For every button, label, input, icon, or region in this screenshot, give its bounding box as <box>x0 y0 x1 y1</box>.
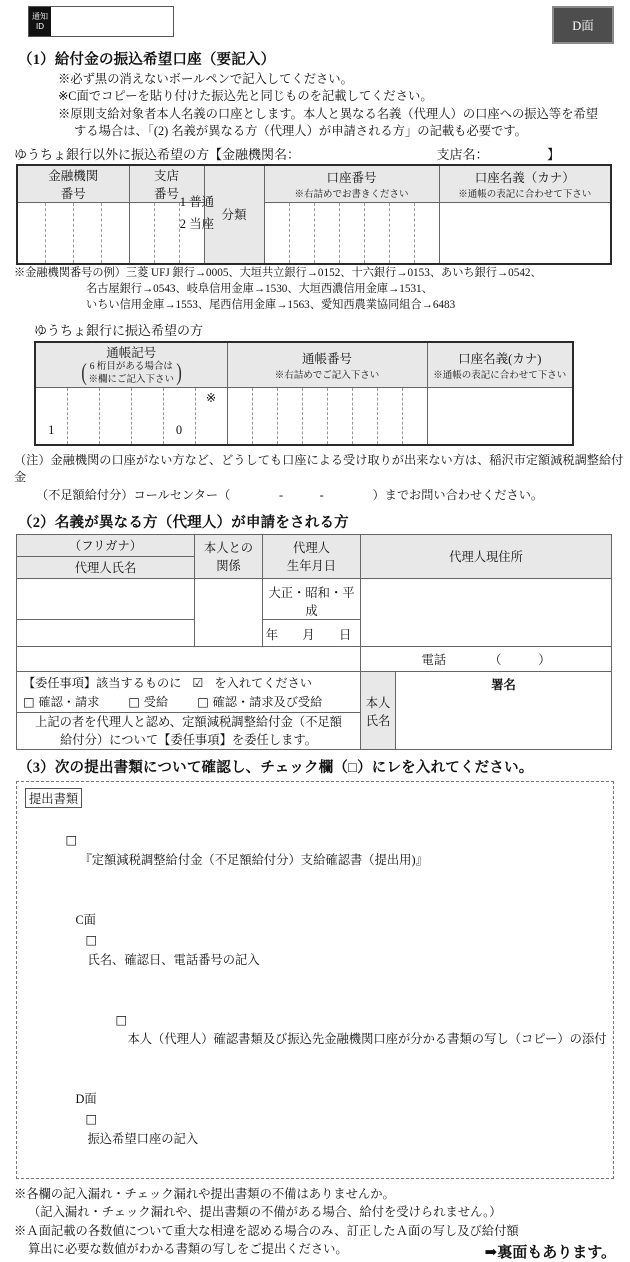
notification-id-label <box>29 7 51 36</box>
signature-label: 署名 <box>491 677 516 692</box>
account-kind-option-ordinary[interactable]: 1 普通 <box>179 195 215 209</box>
entrust-option-confirm-request[interactable]: □ 確認・請求 <box>23 694 100 709</box>
th-branch-number-l2: 番号 <box>154 186 180 201</box>
th-passbook-number-sub: ※右詰めでご記入下さい <box>274 370 380 381</box>
th-agent-birth-l1: 代理人 <box>293 541 330 556</box>
th-furigana: （フリガナ） <box>17 534 195 556</box>
passbook-symbol-cell-6-note[interactable]: ※ <box>195 387 227 445</box>
checked-checkbox-icon[interactable]: ☑ <box>192 675 204 690</box>
agent-phone-input[interactable]: 電話 （ ） <box>361 646 612 671</box>
birth-era-options[interactable]: 大正・昭和・平成 <box>263 578 361 619</box>
entrust-options-cell <box>17 671 361 712</box>
footer-note-0: ※各欄の記入漏れ・チェック漏れや提出書類の不備はありませんか。 <box>14 1186 395 1201</box>
branch-number-cell-1[interactable] <box>129 202 154 264</box>
th-account-number-main: 口座番号 <box>326 170 377 185</box>
non-yucho-lead: ゆうちょ銀行以外に振込希望の方【金融機関名： 支店名： 】 <box>14 146 561 162</box>
passbook-symbol-cell-3[interactable] <box>99 387 131 445</box>
document-label-2: 本人（代理人）確認書類及び振込先金融機関口座が分かる書類の写し（コピー）の添付 <box>127 1032 607 1047</box>
th-passbook-symbol-note <box>36 361 227 387</box>
furigana-input[interactable] <box>17 578 195 619</box>
th-passbook-symbol <box>35 342 227 388</box>
entrust-options-row <box>17 671 612 712</box>
th-account-number <box>264 165 439 203</box>
th-branch-number <box>129 165 204 203</box>
notification-id-label-line1: 通知 <box>32 12 48 22</box>
document-label-3: 振込希望口座の記入 <box>87 1131 199 1146</box>
th-yucho-account-name-main: 口座名義(カナ) <box>458 351 542 366</box>
entrust-instruction <box>23 674 356 691</box>
no-account-caution <box>14 452 630 505</box>
account-name-input[interactable] <box>439 202 611 264</box>
document-face-1: C面 <box>75 912 96 927</box>
th-principal-name-l2: 氏名 <box>365 713 391 728</box>
required-documents-tag: 提出書類 <box>25 788 82 808</box>
agent-entry-row-1 <box>17 578 612 619</box>
account-number-cell-1[interactable] <box>264 202 289 264</box>
institution-example-2: いちい信用金庫→1553、尾西信用金庫→1563、愛知西農業協同組合→6483 <box>86 299 456 312</box>
th-institution-number-l1: 金融機関 <box>48 168 99 183</box>
notification-id-field-group[interactable] <box>28 6 174 37</box>
document-item-1[interactable] <box>57 891 605 991</box>
no-account-caution-l1: （注）金融機関の口座がない方など、どうしても口座による受け取りが出来ない方は、稲沢市定額減税調整給付金 <box>14 452 624 485</box>
agent-name-input[interactable] <box>17 619 195 646</box>
required-documents-box <box>16 781 614 1178</box>
bank-table-header-row <box>17 165 611 203</box>
agent-table <box>16 534 612 751</box>
document-checkbox-1[interactable]: □ <box>85 932 98 947</box>
th-passbook-symbol-sub1: 6 桁目がある場合は <box>89 361 173 372</box>
agent-address-input[interactable] <box>361 578 612 646</box>
th-passbook-symbol-note-text <box>89 361 175 387</box>
passbook-symbol-cell-2[interactable] <box>67 387 99 445</box>
document-checkbox-3[interactable]: □ <box>85 1112 98 1127</box>
agent-phone-row <box>17 646 612 671</box>
th-account-kind: 分類 <box>204 165 264 264</box>
passbook-number-cell-6[interactable] <box>352 387 377 445</box>
section2-title: （2）名義が異なる方（代理人）が申請をされる方 <box>18 514 349 531</box>
yucho-lead: ゆうちょ銀行に振込希望の方 <box>34 322 204 338</box>
account-number-cell-7[interactable] <box>414 202 439 264</box>
account-number-cell-4[interactable] <box>339 202 364 264</box>
agent-header-row-1 <box>17 534 612 556</box>
th-account-name-sub: ※通帳の表記に合わせて下さい <box>458 189 592 200</box>
account-number-cell-2[interactable] <box>289 202 314 264</box>
passbook-symbol-cell-4[interactable] <box>131 387 163 445</box>
branch-number-cell-3[interactable] <box>179 202 204 264</box>
brace-right-icon: ) <box>176 359 182 386</box>
th-passbook-number-main: 通帳番号 <box>302 351 353 366</box>
footer-note-1: （記入漏れ・チェック漏れや、提出書類の不備がある場合、給付を受けられません。） <box>28 1205 502 1220</box>
entrust-option-receive[interactable]: □ 受給 <box>128 694 169 709</box>
passbook-number-cell-7[interactable] <box>377 387 402 445</box>
th-yucho-account-name-sub: ※通帳の表記に合わせて下さい <box>433 370 567 381</box>
notification-id-input[interactable] <box>51 7 173 36</box>
branch-number-cell-2[interactable] <box>154 202 179 264</box>
institution-example-1: 名古屋銀行→0543、岐阜信用金庫→1530、大垣西濃信用金庫→1531、 <box>86 283 433 296</box>
th-account-number-sub: ※右詰めでお書きください <box>294 189 409 200</box>
document-label-1: 氏名、確認日、電話番号の記入 <box>87 952 260 967</box>
phone-spacer <box>17 646 361 671</box>
section1-title: （1）給付金の振込希望口座（要記入） <box>18 52 276 68</box>
th-passbook-number <box>227 342 427 388</box>
institution-number-cell-4[interactable] <box>101 202 129 264</box>
document-checkbox-0[interactable]: □ <box>65 833 78 848</box>
see-backside-notice: ➡裏面もあります。 <box>484 1244 616 1261</box>
th-account-name-main: 口座名義（カナ） <box>474 170 575 185</box>
th-relation-l2: 関係 <box>216 559 241 574</box>
section1-note-3: する場合は、「(2) 名義が異なる方（代理人）が申請される方」の記載も必要です。 <box>74 124 527 139</box>
principal-signature-cell[interactable] <box>396 671 612 750</box>
passbook-number-cell-8[interactable] <box>402 387 427 445</box>
th-principal-name <box>361 671 396 750</box>
section3-title: （3）次の提出書類について確認し、チェック欄（□）にレを入れてください。 <box>18 760 534 777</box>
entrust-option-list <box>23 693 356 710</box>
document-label-0: 『定額減税調整給付金（不足額給付分）支給確認書（提出用)』 <box>79 853 428 868</box>
th-relation <box>195 534 263 578</box>
yucho-account-table <box>34 341 574 446</box>
passbook-number-cell-4[interactable] <box>302 387 327 445</box>
document-item-3[interactable] <box>57 1070 605 1170</box>
face-badge: D面 <box>552 6 614 44</box>
account-number-cell-3[interactable] <box>314 202 339 264</box>
th-institution-number <box>17 165 129 203</box>
institution-example-0: ※金融機関番号の例）三菱 UFJ 銀行→0005、大垣共立銀行→0152、十六銀行→0153、あいち銀行→0542、 <box>14 266 542 279</box>
entrust-instruction-head: 【委任事項】該当するものに <box>23 675 182 690</box>
passbook-symbol-cell-5[interactable]: 0 <box>163 387 195 445</box>
page-header <box>0 0 630 46</box>
th-principal-name-l1: 本人 <box>365 695 391 710</box>
th-institution-number-l2: 番号 <box>60 186 86 201</box>
bank-table-entry-row <box>17 202 611 264</box>
entrust-statement <box>17 712 361 750</box>
th-agent-address: 代理人現住所 <box>361 534 612 578</box>
entrust-statement-l1: 上記の者を代理人と認め、定額減税調整給付金（不足額 <box>35 714 342 729</box>
document-checkbox-2[interactable]: □ <box>115 1012 128 1027</box>
th-yucho-account-name <box>427 342 573 388</box>
th-relation-l1: 本人との <box>203 541 254 556</box>
document-item-0[interactable] <box>47 811 605 891</box>
section1-note-1: ※C面でコピーを貼り付けた振込先と同じものを記載してください。 <box>58 89 433 104</box>
entrust-statement-l2: 給付分）について【委任事項】を委任します。 <box>59 733 317 748</box>
account-number-cell-6[interactable] <box>389 202 414 264</box>
section1-note-0: ※必ず黒の消えないボールペンで記入してください。 <box>58 72 353 86</box>
th-agent-birth-l2: 生年月日 <box>286 559 337 574</box>
th-passbook-symbol-main: 通帳記号 <box>106 345 157 360</box>
no-account-caution-l2: （不足額給付分）コールセンター（ - - ）までお問い合わせください。 <box>36 487 544 502</box>
yucho-entry-row <box>35 387 573 445</box>
passbook-symbol-cell-1[interactable]: 1 <box>35 387 67 445</box>
section1-note-2: ※原則支給対象者本人名義の口座とします。本人と異なる名義（代理人）の口座への振込等を希望 <box>58 106 599 121</box>
th-agent-name: 代理人氏名 <box>17 556 195 578</box>
account-number-cell-5[interactable] <box>364 202 389 264</box>
institution-number-cell-1[interactable] <box>17 202 45 264</box>
document-face-3: D面 <box>75 1092 97 1107</box>
bank-account-table <box>16 164 612 265</box>
document-item-2[interactable] <box>97 991 605 1071</box>
passbook-number-cell-3[interactable] <box>277 387 302 445</box>
th-passbook-symbol-sub2: ※欄にご記入下さい <box>88 374 175 385</box>
yucho-header-row <box>35 342 573 388</box>
account-kind-option-current[interactable]: 2 当座 <box>179 216 215 231</box>
passbook-number-cell-2[interactable] <box>252 387 277 445</box>
entrust-instruction-tail: を入れてください <box>214 675 312 690</box>
footer-note-3: 算出に必要な数値がわかる書類の写しをご提出ください。 <box>28 1242 348 1257</box>
institution-number-cell-2[interactable] <box>45 202 73 264</box>
footer-note-2: ※Ａ面記載の各数値について重大な相違を認める場合のみ、訂正したＡ面の写し及び給付額 <box>14 1223 519 1238</box>
entrust-option-confirm-request-receive[interactable]: □ 確認・請求及び受給 <box>197 694 323 709</box>
th-account-name <box>439 165 611 203</box>
birth-ymd-input[interactable]: 年 月 日 <box>263 619 361 646</box>
notification-id-label-line2: ID <box>36 21 44 31</box>
brace-left-icon: ( <box>80 359 87 386</box>
th-agent-birth <box>263 534 361 578</box>
institution-number-cell-3[interactable] <box>73 202 101 264</box>
th-branch-number-l1: 支店 <box>154 168 180 183</box>
relation-input[interactable] <box>195 578 263 646</box>
passbook-number-cell-5[interactable] <box>327 387 352 445</box>
yucho-account-name-input[interactable] <box>427 387 573 445</box>
passbook-number-cell-1[interactable] <box>227 387 252 445</box>
